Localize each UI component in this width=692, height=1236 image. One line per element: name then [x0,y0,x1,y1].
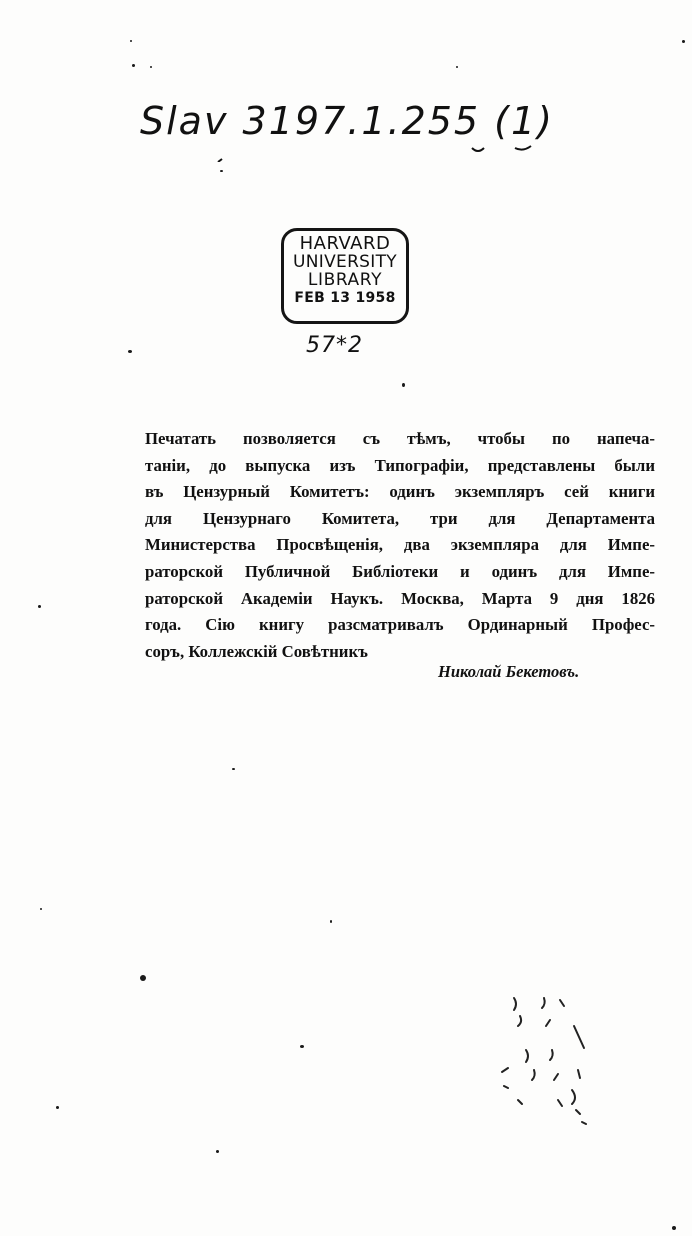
stamp-line-university: UNIVERSITY [293,252,397,272]
shelfmark-text: Slav 3197.1.255 (1) [140,99,555,143]
censor-line: Печатать позволяется съ тѣмъ, чтобы по напеча- [145,429,655,448]
censor-line: года. Сію книгу разсматривалъ Ординарный Профес- [145,615,655,635]
censor-line: соръ, Коллежскій Совѣтникъ [145,641,368,661]
scan-speck [672,1226,676,1230]
scan-speck [220,170,223,172]
handwritten-shelfmark [140,92,600,162]
scan-speck [56,1106,59,1109]
scan-speck [40,908,42,910]
scan-speck [682,40,685,43]
censor-line: въ Цензурный Комитетъ: одинъ экземпляръ сей книги [145,482,655,502]
scan-speck [456,66,458,68]
stamp-line-library: LIBRARY [307,270,383,290]
censor-line: раторской Академіи Наукъ. Москва, Марта 9 дня 1826 [145,588,655,608]
scan-speck [402,383,405,387]
scan-speck [132,64,135,67]
scan-speck [150,66,152,68]
scan-speck [216,1150,219,1153]
censor-signature: Николай Бекетовъ. [438,662,580,681]
scan-speck [140,975,146,981]
scan-speck [38,605,41,608]
censorship-approval-text [145,426,655,665]
stamp-line-harvard: HARVARD [299,233,391,254]
stamp-number-text: 57*2 [306,333,363,358]
censor-line: Министерства Просвѣщенія, два экземпляра для Импе- [145,535,655,555]
scan-speck [232,768,235,770]
library-stamp [281,228,409,324]
censor-line: раторской Публичной Библіотеки и одинъ для Импе- [145,561,655,581]
scan-speck [130,40,132,42]
scan-speck [128,350,132,353]
pencil-marks [480,990,610,1150]
stamp-date: FEB 13 1958 [294,290,396,306]
handwritten-stamp-number [300,330,400,358]
scan-speck [330,920,332,923]
censor-line: таніи, до выпуска изъ Типографіи, представлены были [145,455,655,475]
scan-speck [300,1045,304,1048]
censor-line: для Цензурнаго Комитета, три для Департамента [145,508,655,528]
